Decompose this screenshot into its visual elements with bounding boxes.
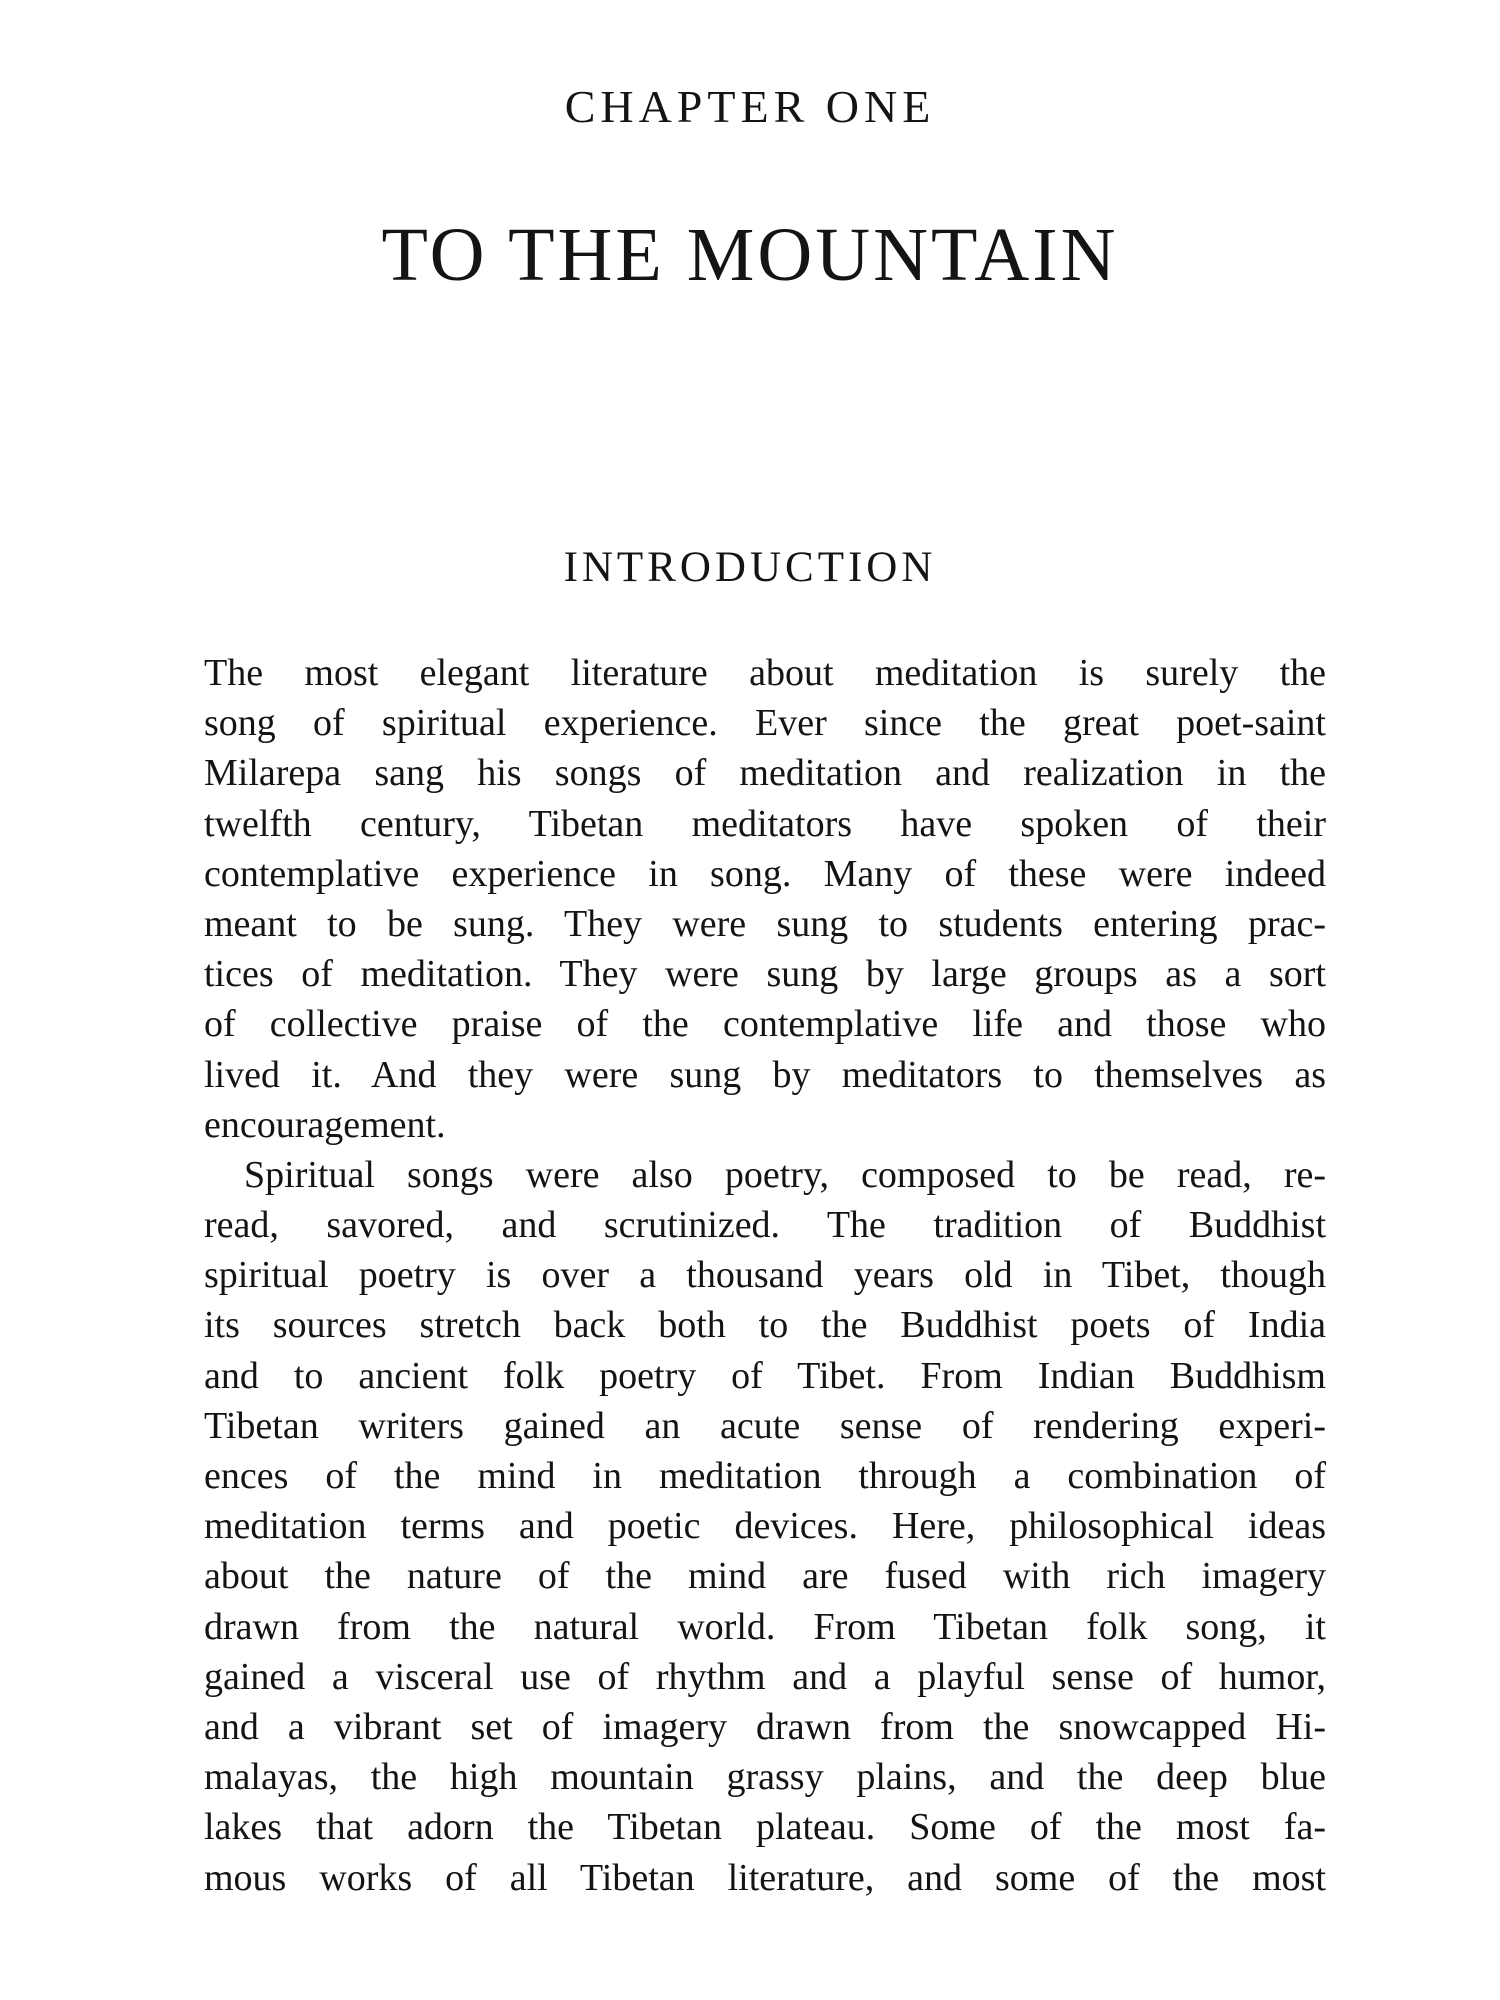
text-line: tices of meditation. They were sung by large groups as a sort — [204, 953, 1326, 996]
text-line: malayas, the high mountain grassy plains, and the deep blue — [204, 1756, 1326, 1799]
text-line: and to ancient folk poetry of Tibet. From Indian Buddhism — [204, 1354, 1326, 1397]
text-line: ences of the mind in meditation through a combination of — [204, 1455, 1326, 1497]
text-line: lived it. And they were sung by meditators to themselves as — [204, 1053, 1326, 1096]
text-line: Tibetan writers gained an acute sense of rendering experi- — [204, 1404, 1326, 1447]
text-line: spiritual poetry is over a thousand years old in Tibet, though — [204, 1254, 1326, 1297]
text-line: mous works of all Tibetan literature, and some of the most — [204, 1856, 1326, 1899]
text-line: The most elegant literature about meditation is surely the — [204, 652, 1326, 694]
text-line: twelfth century, Tibetan meditators have spoken of their — [204, 802, 1326, 845]
text-line: and a vibrant set of imagery drawn from the snowcapped Hi- — [204, 1705, 1326, 1748]
text-line: read, savored, and scrutinized. The tradition of Buddhist — [204, 1204, 1326, 1247]
text-line: encouragement. — [204, 1103, 446, 1146]
text-line: lakes that adorn the Tibetan plateau. Some of the most fa- — [204, 1806, 1326, 1849]
chapter-label: CHAPTER ONE — [564, 81, 936, 132]
text-line: gained a visceral use of rhythm and a playful sense of humor, — [204, 1655, 1326, 1698]
text-line: song of spiritual experience. Ever since the great poet-saint — [204, 702, 1326, 745]
body-text — [204, 648, 1326, 1903]
text-line: drawn from the natural world. From Tibetan folk song, it — [204, 1605, 1326, 1648]
chapter-title: TO THE MOUNTAIN — [381, 213, 1119, 297]
text-line: meant to be sung. They were sung to students entering prac- — [204, 902, 1326, 945]
text-line: its sources stretch back both to the Buddhist poets of India — [204, 1304, 1326, 1347]
text-line: about the nature of the mind are fused with rich imagery — [204, 1555, 1326, 1598]
section-heading: INTRODUCTION — [563, 544, 937, 591]
text-line: Milarepa sang his songs of meditation and realization in the — [204, 752, 1326, 795]
text-line: contemplative experience in song. Many of these were indeed — [204, 852, 1326, 895]
text-line: of collective praise of the contemplative life and those who — [204, 1003, 1326, 1046]
text-line: meditation terms and poetic devices. Here, philosophical ideas — [204, 1505, 1326, 1548]
text-line: Spiritual songs were also poetry, composed to be read, re- — [244, 1153, 1326, 1196]
